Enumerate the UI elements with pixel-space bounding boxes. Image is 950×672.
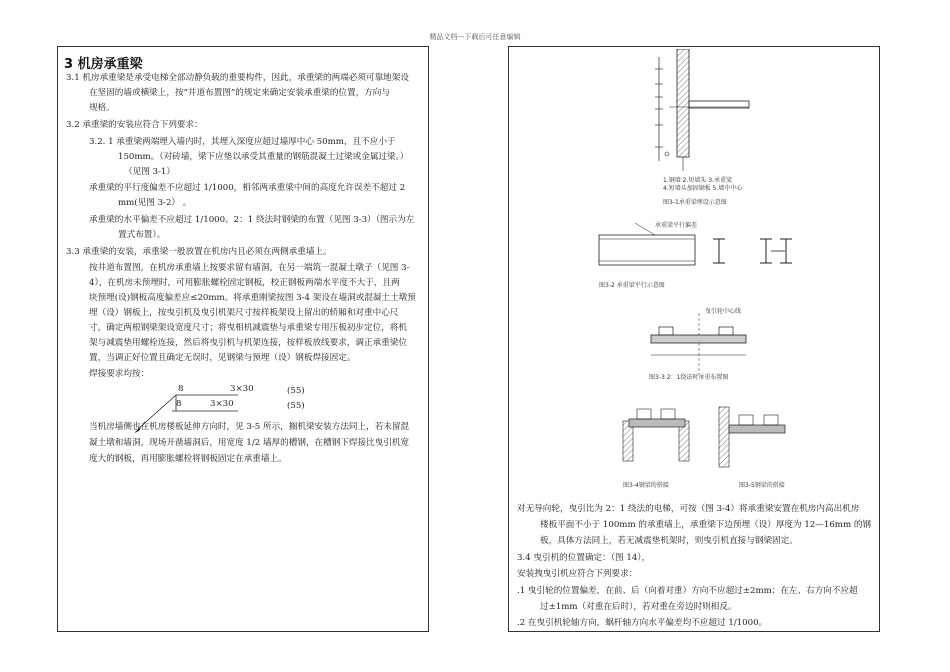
left-page <box>57 46 429 632</box>
weld-length: 3×30 <box>210 399 234 409</box>
paragraph-line: 对无导向轮，曳引比为 2：1 绕法的电梯，可按（图 3-4）将承重梁安置在机房内高出机房 <box>517 504 860 514</box>
paragraph-line: 寸，确定两根钢梁架设宽度尺寸；将曳相机减震垫与承重梁专用压板初步定位，将机 <box>89 323 407 333</box>
paragraph-line: 度大的钢板，再用膨胀螺栓将钢板固定在承重墙上。 <box>89 454 287 464</box>
paragraph-line: 3.3 承重梁的安装，承重梁一般放置在机房内且必须在两侧承重墙上。 <box>66 247 332 257</box>
weld-length: 3×30 <box>230 384 254 394</box>
paragraph-line: 块预埋(设)钢板高度偏差应≤20mm。将承重刚梁按图 3-4 架设在墙洞或混凝土土墩预 <box>89 293 416 303</box>
paragraph-line: 3.1 机房承重梁是承受电梯全部动静负载的重要构件，因此，承重梁的两端必须可靠地架设 <box>66 73 409 83</box>
paragraph-line: 置，当调正好位置且确定无误时，见钢梁与预埋（设）钢板焊接固定。 <box>89 353 356 363</box>
figure-3-2 <box>595 219 825 293</box>
paragraph-line: 凝土墩和墙洞，现场开凿墙洞后，用宽度 1/2 墙厚的槽钢，在槽钢下焊接比曳引机宽 <box>89 438 410 448</box>
paragraph-line: .1 曳引轮的位置偏差，在前、后（向着对重）方向不应超过±2mm；在左、右方向不应超 <box>517 586 858 596</box>
paragraph-line: 安装拽曳引机应符合下列要求： <box>517 569 638 579</box>
weld-spec: (55) <box>287 386 305 396</box>
figure-3-1 <box>639 49 779 209</box>
paragraph-line: 板，具体方法同上，若无减震垫机架时，则曳引机直接与钢梁固定。 <box>540 536 798 546</box>
paragraph-line: 在坚固的墙或横梁上，按“井道布置图”的规定来确定安装承重梁的位置，方向与 <box>89 88 390 98</box>
paragraph-line: 3.2 承重梁的安装应符合下列要求： <box>66 120 203 130</box>
weld-spec: (55) <box>287 401 305 411</box>
paragraph-line: 3.2. 1 承重梁两端埋入墙内时，其埋入深度应超过墙厚中心 50mm，且不应小于 <box>89 137 396 147</box>
paragraph-line: 过±1mm（对重在后时），若对重在旁边时则相反。 <box>540 602 737 612</box>
figure-3-4-3-5 <box>619 395 799 495</box>
svg-text:图3-3 2：1绕法时承重布置图: 图3-3 2：1绕法时承重布置图 <box>649 374 729 381</box>
paragraph-line: 3.4 曳引机的位置确定：（图 14）， <box>517 553 651 563</box>
weld-size: 8 <box>178 384 184 394</box>
page-header: 精品文档---下载后可任意编辑 <box>429 33 521 41</box>
paragraph-line: 当机房墙侧也在机房楼板延伸方向时，见 3-5 所示，搁机梁安装方法同上，若未留混 <box>89 422 410 432</box>
paragraph-line: 楼板平面不小于 100mm 的承重墙上，承重梁下边预埋（设）厚度为 12—16mm 的钢 <box>540 520 872 530</box>
paragraph-line: 焊接要求均按： <box>89 369 150 379</box>
paragraph-line: 承重梁的水平偏差不应超过 1/1000。2：1 绕法时钢梁的布置（见图 3-3）（图示为左 <box>89 215 415 225</box>
svg-text:曳引轮中心线: 曳引轮中心线 <box>705 308 742 315</box>
paragraph-line: .2 在曳引机轮轴方向，蜗杆轴方向水平偏差均不应超过 1/1000。 <box>517 618 768 628</box>
svg-text:图3-1承重梁埋设示意图: 图3-1承重梁埋设示意图 <box>663 199 727 206</box>
svg-text:4.短墙头加固钢板 5.墙中中心: 4.短墙头加固钢板 5.墙中中心 <box>663 185 743 192</box>
paragraph-line: （见图 3-1） <box>124 167 175 177</box>
figure-3-3 <box>649 305 769 385</box>
paragraph-line: 承重梁的平行度偏差不应超过 1/1000，相邻两承重梁中间的高度允许误差不超过 2 <box>89 183 406 193</box>
paragraph-line: 置式布置）。 <box>118 230 166 240</box>
svg-text:图3-4钢梁的搭接: 图3-4钢梁的搭接 <box>623 482 669 489</box>
paragraph-line: 按井道布置图，在机房承重墙上按要求留有墙洞，在另一端筑一混凝土墩子（见图 3- <box>89 263 410 273</box>
paragraph-line: 架与减震垫用螺栓连接，然后将曳引机与机架连接，按样板放线要求，调正承重梁位 <box>89 338 407 348</box>
paragraph-line: 规格。 <box>89 103 115 113</box>
weld-size: 8 <box>176 399 182 409</box>
paragraph-line: mm(见图 3-2） 。 <box>118 198 192 208</box>
svg-text:图3-5钢梁的搭接: 图3-5钢梁的搭接 <box>739 482 785 489</box>
right-page <box>508 46 880 632</box>
svg-text:图3-2 承重梁平行示意图: 图3-2 承重梁平行示意图 <box>599 282 665 289</box>
paragraph-line: 埋（设）钢板上，按曳引机及曳引机架尺寸按样板架设上留出的轿厢和对重中心尺 <box>89 308 399 318</box>
svg-text:承重梁平行偏差: 承重梁平行偏差 <box>655 222 698 229</box>
paragraph-line: 4），在机房未预埋时，可用膨胀螺栓固定钢板，校正钢板两端水平度不大于，且两 <box>89 278 400 288</box>
paragraph-line: 150mm。（对砖墙，梁下应垫以承受其重量的钢筋混凝土过梁或金属过梁。） <box>118 152 409 162</box>
section-title: 3 机房承重梁 <box>64 57 143 72</box>
svg-text:1.钢墙 2.短墙头 3.承重梁: 1.钢墙 2.短墙头 3.承重梁 <box>663 177 732 184</box>
